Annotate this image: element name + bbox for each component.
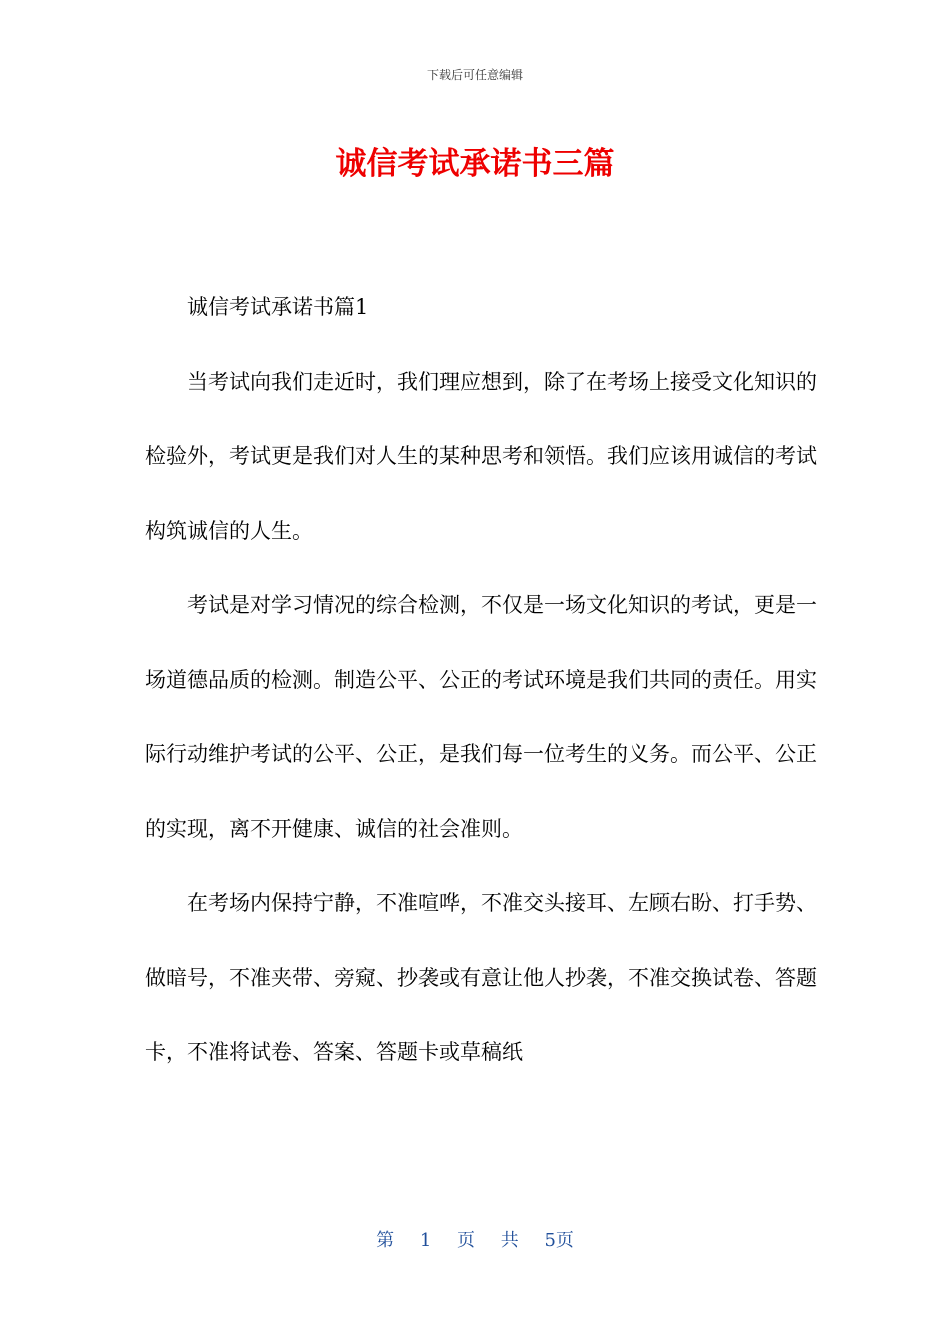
paragraph-1: 当考试向我们走近时，我们理应想到，除了在考场上接受文化知识的检验外，考试更是我们对人生的某种思考和领悟。我们应该用诚信的考试构筑诚信的人生。 bbox=[145, 369, 817, 543]
footer-total-pages: 5页 bbox=[544, 1230, 574, 1251]
section-heading: 诚信考试承诺书篇1 bbox=[187, 295, 369, 319]
footer-page-number: 1 bbox=[419, 1230, 432, 1251]
footer-total-prefix: 共 bbox=[500, 1230, 519, 1251]
document-title: 诚信考试承诺书三篇 bbox=[335, 146, 615, 182]
footer-page-unit: 页 bbox=[457, 1230, 475, 1251]
paragraph-2: 考试是对学习情况的综合检测，不仅是一场文化知识的考试，更是一场道德品质的检测。制造公平、公正的考试环境是我们共同的责任。用实际行动维护考试的公平、公正，是我们每一位考生的义务。而公平、公正的实现，离不开健康、诚信的社会准则。 bbox=[145, 593, 817, 841]
page-footer bbox=[0, 1226, 950, 1252]
header-note: 下载后可任意编辑 bbox=[426, 68, 523, 82]
document-body bbox=[145, 270, 817, 1090]
footer-page-prefix: 第 bbox=[376, 1230, 395, 1251]
paragraph-3: 在考场内保持宁静，不准喧哗，不准交头接耳、左顾右盼、打手势、做暗号，不准夹带、旁窥、抄袭或有意让他人抄袭，不准交换试卷、答题卡，不准将试卷、答案、答题卡或草稿纸 bbox=[145, 891, 817, 1064]
